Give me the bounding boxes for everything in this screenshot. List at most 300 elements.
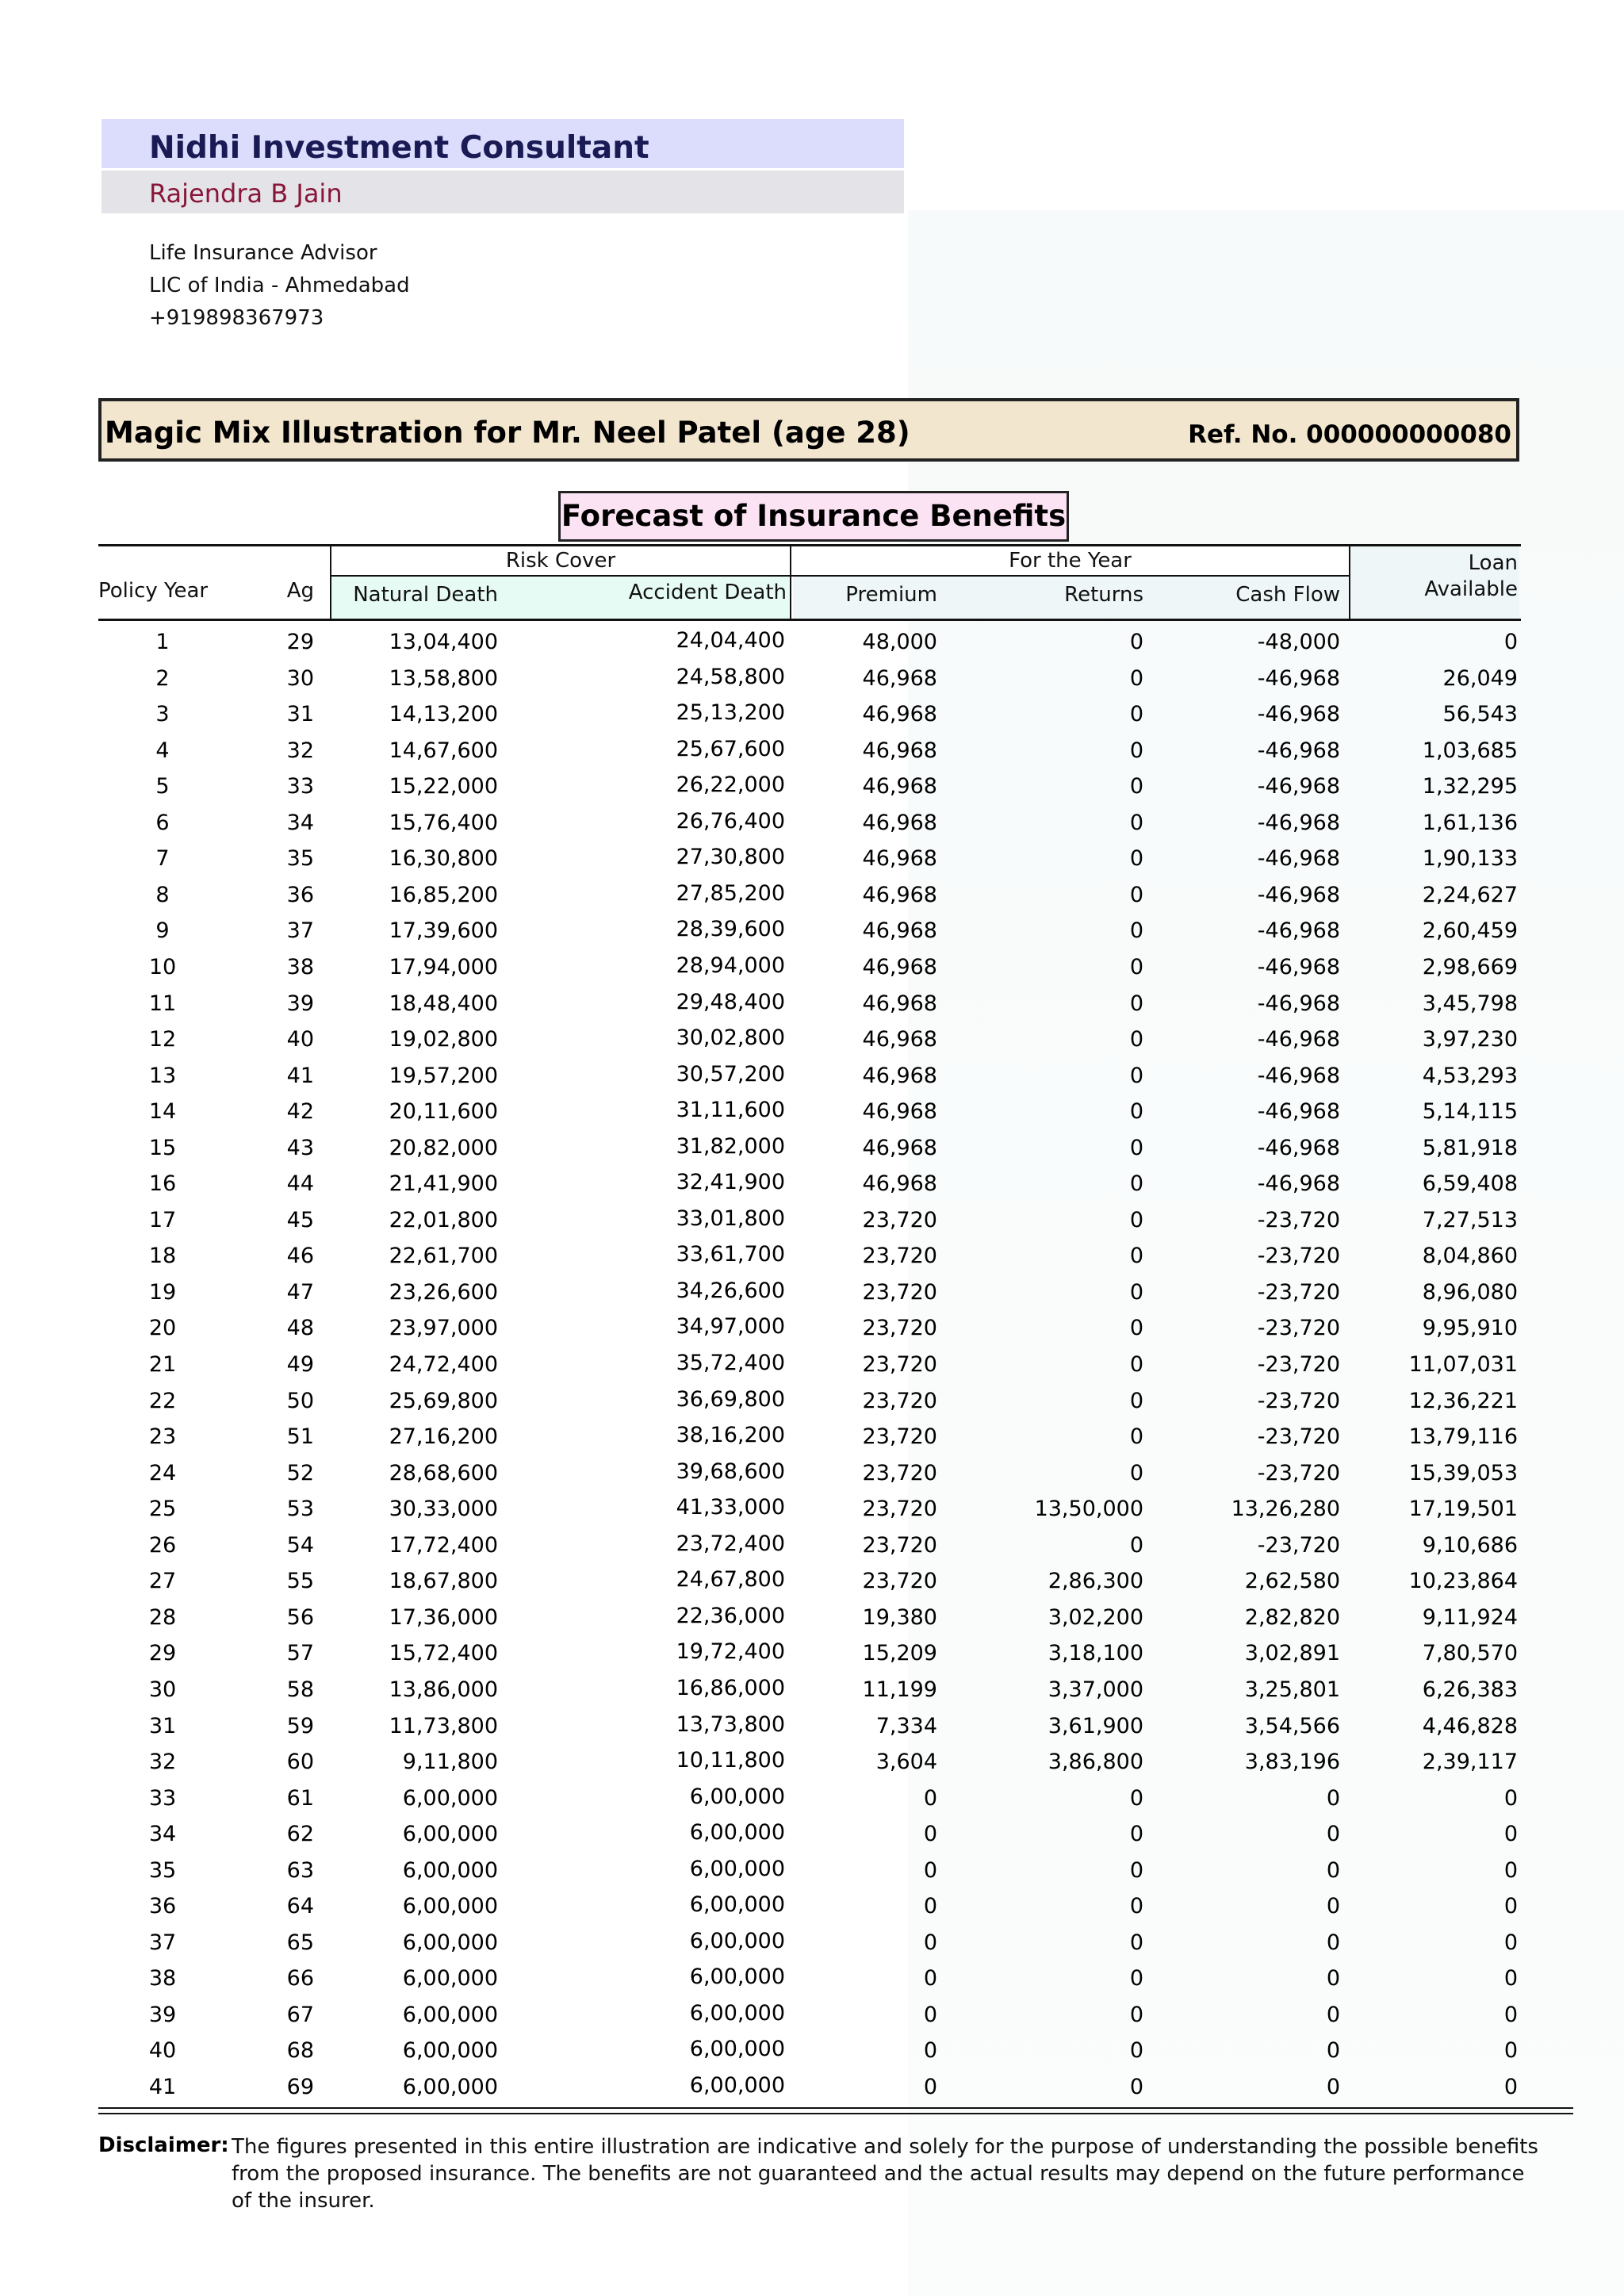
cell-age: 69 xyxy=(286,2075,314,2099)
cell-loan-available: 8,04,860 xyxy=(1422,1244,1518,1269)
table-row xyxy=(0,949,1624,985)
cell-premium: 46,968 xyxy=(862,774,937,799)
cell-accident-death: 30,57,200 xyxy=(676,1061,785,1087)
cell-premium: 23,720 xyxy=(862,1352,937,1377)
cell-natural-death: 17,36,000 xyxy=(389,1604,498,1630)
cell-cash-flow: -46,968 xyxy=(1257,738,1340,763)
cell-loan-available: 1,03,685 xyxy=(1422,738,1518,763)
cell-cash-flow: 2,62,580 xyxy=(1244,1569,1340,1594)
cell-loan-available: 0 xyxy=(1503,2075,1518,2099)
table-row xyxy=(0,1563,1624,1599)
cell-age: 63 xyxy=(286,1857,314,1883)
cell-returns: 0 xyxy=(1129,1352,1143,1377)
cell-returns: 0 xyxy=(1129,1135,1143,1160)
cell-policy-year: 25 xyxy=(148,1497,177,1522)
cell-accident-death: 28,94,000 xyxy=(676,953,785,978)
cell-natural-death: 23,97,000 xyxy=(389,1316,498,1341)
cell-loan-available: 0 xyxy=(1503,630,1518,654)
cell-age: 61 xyxy=(286,1785,314,1811)
cell-natural-death: 13,58,800 xyxy=(389,665,498,691)
cell-accident-death: 10,11,800 xyxy=(676,1748,785,1773)
cell-natural-death: 23,26,600 xyxy=(389,1279,498,1305)
cell-accident-death: 16,86,000 xyxy=(676,1675,785,1700)
header-bottom-rule xyxy=(98,619,1521,621)
illustration-title: Magic Mix Illustration for Mr. Neel Patel (age 28) xyxy=(105,416,910,450)
cell-age: 34 xyxy=(286,810,314,835)
cell-returns: 3,37,000 xyxy=(1048,1677,1143,1702)
cell-natural-death: 13,04,400 xyxy=(389,630,498,654)
cell-loan-available: 3,45,798 xyxy=(1422,991,1518,1016)
cell-accident-death: 27,85,200 xyxy=(676,880,785,906)
cell-natural-death: 17,72,400 xyxy=(389,1532,498,1558)
cell-natural-death: 17,94,000 xyxy=(389,954,498,979)
cell-loan-available: 9,11,924 xyxy=(1422,1604,1518,1630)
cell-age: 53 xyxy=(286,1497,314,1522)
table-row xyxy=(0,1925,1624,1961)
cell-accident-death: 30,02,800 xyxy=(676,1025,785,1051)
cell-natural-death: 14,67,600 xyxy=(389,738,498,763)
cell-natural-death: 6,00,000 xyxy=(402,1822,498,1847)
cell-age: 51 xyxy=(286,1424,314,1450)
cell-cash-flow: -46,968 xyxy=(1257,1063,1340,1088)
phone-number: +919898367973 xyxy=(149,306,324,330)
cell-cash-flow: -23,720 xyxy=(1257,1207,1340,1232)
cell-premium: 23,720 xyxy=(862,1424,937,1450)
table-row xyxy=(0,1274,1624,1310)
cell-natural-death: 6,00,000 xyxy=(402,1785,498,1811)
cell-loan-available: 1,90,133 xyxy=(1422,846,1518,872)
cell-premium: 23,720 xyxy=(862,1497,937,1522)
cell-premium: 19,380 xyxy=(862,1604,937,1630)
table-row xyxy=(0,1058,1624,1094)
cell-accident-death: 28,39,600 xyxy=(676,917,785,942)
cell-returns: 0 xyxy=(1129,2002,1143,2027)
cell-returns: 0 xyxy=(1129,846,1143,872)
cell-cash-flow: -46,968 xyxy=(1257,665,1340,691)
cell-natural-death: 6,00,000 xyxy=(402,2075,498,2099)
cell-natural-death: 30,33,000 xyxy=(389,1497,498,1522)
cell-premium: 23,720 xyxy=(862,1207,937,1232)
cell-cash-flow: -46,968 xyxy=(1257,1135,1340,1160)
cell-age: 35 xyxy=(286,846,314,872)
cell-age: 31 xyxy=(286,702,314,727)
table-row xyxy=(0,1997,1624,2033)
cell-policy-year: 1 xyxy=(155,630,170,654)
cell-policy-year: 41 xyxy=(148,2075,177,2099)
cell-age: 33 xyxy=(286,774,314,799)
company-name-banner xyxy=(102,119,904,168)
cell-premium: 0 xyxy=(923,1966,937,1991)
cell-cash-flow: 2,82,820 xyxy=(1244,1604,1340,1630)
cell-policy-year: 13 xyxy=(148,1063,177,1088)
table-row xyxy=(0,1202,1624,1238)
cell-premium: 0 xyxy=(923,1822,937,1847)
cell-premium: 48,000 xyxy=(862,630,937,654)
table-row xyxy=(0,877,1624,913)
cell-loan-available: 10,23,864 xyxy=(1408,1569,1518,1594)
cell-returns: 0 xyxy=(1129,1785,1143,1811)
cell-cash-flow: 0 xyxy=(1326,1966,1340,1991)
disclaimer-label: Disclaimer: xyxy=(98,2133,229,2157)
table-row xyxy=(0,1780,1624,1816)
cell-premium: 0 xyxy=(923,1857,937,1883)
cell-premium: 0 xyxy=(923,2002,937,2027)
table-row xyxy=(0,1130,1624,1166)
cell-natural-death: 16,30,800 xyxy=(389,846,498,872)
cell-loan-available: 11,07,031 xyxy=(1408,1352,1518,1377)
cell-age: 60 xyxy=(286,1750,314,1775)
cell-age: 58 xyxy=(286,1677,314,1702)
cell-loan-available: 7,80,570 xyxy=(1422,1641,1518,1666)
cell-policy-year: 22 xyxy=(148,1388,177,1413)
cell-loan-available: 1,61,136 xyxy=(1422,810,1518,835)
cell-policy-year: 36 xyxy=(148,1894,177,1919)
cell-loan-available: 7,27,513 xyxy=(1422,1207,1518,1232)
cell-policy-year: 2 xyxy=(155,665,170,691)
cell-natural-death: 24,72,400 xyxy=(389,1352,498,1377)
table-row xyxy=(0,913,1624,949)
cell-accident-death: 22,36,000 xyxy=(676,1603,785,1628)
cell-loan-available: 6,59,408 xyxy=(1422,1171,1518,1197)
cell-natural-death: 15,22,000 xyxy=(389,774,498,799)
illustration-title-bar xyxy=(98,398,1519,462)
cell-accident-death: 34,26,600 xyxy=(676,1278,785,1303)
cell-policy-year: 28 xyxy=(148,1604,177,1630)
cell-loan-available: 3,97,230 xyxy=(1422,1027,1518,1052)
table-row xyxy=(0,1816,1624,1852)
disclaimer-text: The figures presented in this entire illustration are indicative and solely for the purpose of understanding the possible benefits from the proposed insurance. The benefits are not guaranteed and the actual results may depend on the future performance of the insurer. xyxy=(232,2135,1538,2213)
cell-cash-flow: -46,968 xyxy=(1257,991,1340,1016)
cell-returns: 0 xyxy=(1129,2038,1143,2064)
cell-accident-death: 33,01,800 xyxy=(676,1205,785,1231)
cell-accident-death: 24,04,400 xyxy=(676,628,785,653)
cell-policy-year: 39 xyxy=(148,2002,177,2027)
cell-returns: 0 xyxy=(1129,1316,1143,1341)
cell-accident-death: 32,41,900 xyxy=(676,1170,785,1195)
cell-loan-available: 1,32,295 xyxy=(1422,774,1518,799)
cell-returns: 0 xyxy=(1129,1857,1143,1883)
cell-policy-year: 32 xyxy=(148,1750,177,1775)
cell-age: 59 xyxy=(286,1713,314,1738)
cell-cash-flow: 13,26,280 xyxy=(1231,1497,1340,1522)
cell-cash-flow: -23,720 xyxy=(1257,1352,1340,1377)
cell-accident-death: 38,16,200 xyxy=(676,1423,785,1448)
cell-premium: 23,720 xyxy=(862,1532,937,1558)
table-row xyxy=(0,661,1624,696)
cell-natural-death: 17,39,600 xyxy=(389,918,498,944)
col-policy-year: Policy Year xyxy=(98,579,209,603)
cell-returns: 3,61,900 xyxy=(1048,1713,1143,1738)
cell-natural-death: 6,00,000 xyxy=(402,1894,498,1919)
cell-age: 39 xyxy=(286,991,314,1016)
cell-premium: 46,968 xyxy=(862,991,937,1016)
cell-returns: 0 xyxy=(1129,1244,1143,1269)
table-footer-rule xyxy=(98,2107,1573,2109)
cell-natural-death: 22,61,700 xyxy=(389,1244,498,1269)
cell-premium: 46,968 xyxy=(862,1135,937,1160)
cell-policy-year: 40 xyxy=(148,2038,177,2064)
cell-policy-year: 33 xyxy=(148,1785,177,1811)
cell-accident-death: 33,61,700 xyxy=(676,1242,785,1267)
table-row xyxy=(0,805,1624,841)
table-row xyxy=(0,2033,1624,2068)
cell-natural-death: 9,11,800 xyxy=(402,1750,498,1775)
cell-policy-year: 19 xyxy=(148,1279,177,1305)
cell-cash-flow: 0 xyxy=(1326,1857,1340,1883)
cell-returns: 13,50,000 xyxy=(1034,1497,1143,1522)
cell-returns: 0 xyxy=(1129,918,1143,944)
cell-accident-death: 36,69,800 xyxy=(676,1386,785,1412)
cell-natural-death: 15,72,400 xyxy=(389,1641,498,1666)
table-row xyxy=(0,1527,1624,1563)
col-premium: Premium xyxy=(845,583,937,607)
cell-premium: 46,968 xyxy=(862,1027,937,1052)
table-row xyxy=(0,1455,1624,1491)
reference-number: Ref. No. 000000000080 xyxy=(1188,420,1511,449)
cell-accident-death: 6,00,000 xyxy=(689,2000,785,2026)
cell-cash-flow: 0 xyxy=(1326,1785,1340,1811)
cell-natural-death: 19,57,200 xyxy=(389,1063,498,1088)
cell-accident-death: 6,00,000 xyxy=(689,1820,785,1846)
cell-loan-available: 2,24,627 xyxy=(1422,882,1518,907)
cell-accident-death: 6,00,000 xyxy=(689,1928,785,1953)
cell-natural-death: 14,13,200 xyxy=(389,702,498,727)
cell-returns: 0 xyxy=(1129,1532,1143,1558)
cell-returns: 0 xyxy=(1129,702,1143,727)
cell-premium: 0 xyxy=(923,1930,937,1955)
cell-age: 65 xyxy=(286,1930,314,1955)
cell-cash-flow: -48,000 xyxy=(1257,630,1340,654)
cell-natural-death: 25,69,800 xyxy=(389,1388,498,1413)
cell-cash-flow: -23,720 xyxy=(1257,1244,1340,1269)
cell-policy-year: 21 xyxy=(148,1352,177,1377)
cell-policy-year: 35 xyxy=(148,1857,177,1883)
cell-age: 36 xyxy=(286,882,314,907)
col-accident-death: Accident Death xyxy=(628,581,787,604)
cell-age: 38 xyxy=(286,954,314,979)
cell-age: 44 xyxy=(286,1171,314,1197)
cell-cash-flow: -23,720 xyxy=(1257,1424,1340,1450)
cell-returns: 0 xyxy=(1129,1388,1143,1413)
cell-age: 52 xyxy=(286,1460,314,1485)
cell-natural-death: 15,76,400 xyxy=(389,810,498,835)
cell-policy-year: 29 xyxy=(148,1641,177,1666)
cell-policy-year: 31 xyxy=(148,1713,177,1738)
table-row xyxy=(0,1238,1624,1274)
cell-cash-flow: -46,968 xyxy=(1257,1099,1340,1125)
cell-loan-available: 15,39,053 xyxy=(1408,1460,1518,1485)
cell-natural-death: 28,68,600 xyxy=(389,1460,498,1485)
table-row xyxy=(0,1094,1624,1129)
table-row xyxy=(0,1022,1624,1057)
available-header: Available xyxy=(1424,577,1518,601)
cell-natural-death: 6,00,000 xyxy=(402,2002,498,2027)
cell-natural-death: 6,00,000 xyxy=(402,1966,498,1991)
cell-returns: 0 xyxy=(1129,1930,1143,1955)
cell-accident-death: 24,58,800 xyxy=(676,664,785,689)
cell-age: 67 xyxy=(286,2002,314,2027)
cell-policy-year: 12 xyxy=(148,1027,177,1052)
cell-cash-flow: -46,968 xyxy=(1257,702,1340,727)
table-row xyxy=(0,1600,1624,1635)
cell-loan-available: 8,96,080 xyxy=(1422,1279,1518,1305)
cell-cash-flow: -46,968 xyxy=(1257,810,1340,835)
cell-policy-year: 38 xyxy=(148,1966,177,1991)
cell-accident-death: 6,00,000 xyxy=(689,1856,785,1881)
table-row xyxy=(0,1310,1624,1346)
table-row xyxy=(0,733,1624,769)
cell-returns: 0 xyxy=(1129,1279,1143,1305)
cell-returns: 0 xyxy=(1129,1424,1143,1450)
cell-age: 64 xyxy=(286,1894,314,1919)
cell-returns: 0 xyxy=(1129,630,1143,654)
cell-loan-available: 0 xyxy=(1503,1857,1518,1883)
risk-cover-header: Risk Cover xyxy=(505,549,616,573)
cell-natural-death: 22,01,800 xyxy=(389,1207,498,1232)
cell-natural-death: 18,48,400 xyxy=(389,991,498,1016)
cell-returns: 0 xyxy=(1129,954,1143,979)
cell-policy-year: 37 xyxy=(148,1930,177,1955)
cell-cash-flow: -23,720 xyxy=(1257,1316,1340,1341)
cell-premium: 0 xyxy=(923,1894,937,1919)
section-title: Forecast of Insurance Benefits xyxy=(558,491,1069,542)
cell-age: 66 xyxy=(286,1966,314,1991)
cell-accident-death: 6,00,000 xyxy=(689,1964,785,1990)
cell-natural-death: 20,11,600 xyxy=(389,1099,498,1125)
cell-policy-year: 24 xyxy=(148,1460,177,1485)
cell-cash-flow: 3,83,196 xyxy=(1244,1750,1340,1775)
cell-accident-death: 19,72,400 xyxy=(676,1639,785,1665)
cell-returns: 0 xyxy=(1129,1822,1143,1847)
cell-age: 50 xyxy=(286,1388,314,1413)
cell-accident-death: 6,00,000 xyxy=(689,2037,785,2062)
cell-cash-flow: 0 xyxy=(1326,2002,1340,2027)
cell-premium: 23,720 xyxy=(862,1279,937,1305)
cell-policy-year: 16 xyxy=(148,1171,177,1197)
address-line: Life Insurance Advisor xyxy=(149,241,377,265)
table-row xyxy=(0,624,1624,660)
cell-returns: 0 xyxy=(1129,1099,1143,1125)
cell-returns: 0 xyxy=(1129,774,1143,799)
cell-loan-available: 17,19,501 xyxy=(1408,1497,1518,1522)
cell-premium: 15,209 xyxy=(862,1641,937,1666)
cell-returns: 3,18,100 xyxy=(1048,1641,1143,1666)
cell-natural-death: 6,00,000 xyxy=(402,1857,498,1883)
cell-natural-death: 11,73,800 xyxy=(389,1713,498,1738)
cell-loan-available: 2,98,669 xyxy=(1422,954,1518,979)
cell-cash-flow: 0 xyxy=(1326,1822,1340,1847)
cell-age: 41 xyxy=(286,1063,314,1088)
cell-accident-death: 34,97,000 xyxy=(676,1314,785,1340)
cell-policy-year: 20 xyxy=(148,1316,177,1341)
for-the-year-header: For the Year xyxy=(1009,549,1132,573)
cell-accident-death: 31,82,000 xyxy=(676,1133,785,1159)
cell-premium: 46,968 xyxy=(862,665,937,691)
cell-cash-flow: 0 xyxy=(1326,2075,1340,2099)
cell-premium: 46,968 xyxy=(862,954,937,979)
cell-policy-year: 11 xyxy=(148,991,177,1016)
cell-premium: 7,334 xyxy=(875,1713,937,1738)
cell-age: 37 xyxy=(286,918,314,944)
cell-premium: 3,604 xyxy=(875,1750,937,1775)
cell-accident-death: 6,00,000 xyxy=(689,1784,785,1809)
cell-loan-available: 2,60,459 xyxy=(1422,918,1518,944)
cell-premium: 0 xyxy=(923,2075,937,2099)
cell-cash-flow: -23,720 xyxy=(1257,1460,1340,1485)
cell-policy-year: 34 xyxy=(148,1822,177,1847)
cell-age: 47 xyxy=(286,1279,314,1305)
cell-accident-death: 25,13,200 xyxy=(676,700,785,726)
table-row xyxy=(0,1347,1624,1382)
table-footer-rule xyxy=(98,2113,1573,2114)
cell-cash-flow: -46,968 xyxy=(1257,1171,1340,1197)
cell-loan-available: 5,81,918 xyxy=(1422,1135,1518,1160)
cell-returns: 0 xyxy=(1129,738,1143,763)
cell-returns: 0 xyxy=(1129,2075,1143,2099)
cell-returns: 0 xyxy=(1129,1966,1143,1991)
cell-premium: 46,968 xyxy=(862,1171,937,1197)
table-row xyxy=(0,696,1624,732)
cell-cash-flow: -46,968 xyxy=(1257,774,1340,799)
cell-age: 42 xyxy=(286,1099,314,1125)
cell-age: 57 xyxy=(286,1641,314,1666)
cell-natural-death: 27,16,200 xyxy=(389,1424,498,1450)
cell-policy-year: 30 xyxy=(148,1677,177,1702)
table-row xyxy=(0,1419,1624,1455)
cell-loan-available: 5,14,115 xyxy=(1422,1099,1518,1125)
cell-returns: 0 xyxy=(1129,1063,1143,1088)
cell-age: 54 xyxy=(286,1532,314,1558)
cell-policy-year: 14 xyxy=(148,1099,177,1125)
cell-age: 45 xyxy=(286,1207,314,1232)
table-row xyxy=(0,1853,1624,1888)
agent-name-banner xyxy=(102,171,904,213)
cell-cash-flow: -46,968 xyxy=(1257,954,1340,979)
cell-policy-year: 23 xyxy=(148,1424,177,1450)
cell-premium: 0 xyxy=(923,2038,937,2064)
cell-cash-flow: -46,968 xyxy=(1257,846,1340,872)
table-row xyxy=(0,1744,1624,1780)
cell-policy-year: 6 xyxy=(155,810,170,835)
table-row xyxy=(0,1961,1624,1996)
cell-cash-flow: -46,968 xyxy=(1257,1027,1340,1052)
cell-premium: 46,968 xyxy=(862,702,937,727)
cell-accident-death: 24,67,800 xyxy=(676,1567,785,1593)
cell-returns: 0 xyxy=(1129,1207,1143,1232)
cell-age: 43 xyxy=(286,1135,314,1160)
cell-policy-year: 18 xyxy=(148,1244,177,1269)
cell-age: 56 xyxy=(286,1604,314,1630)
cell-age: 40 xyxy=(286,1027,314,1052)
cell-premium: 46,968 xyxy=(862,1063,937,1088)
cell-age: 68 xyxy=(286,2038,314,2064)
cell-accident-death: 35,72,400 xyxy=(676,1351,785,1375)
cell-accident-death: 31,11,600 xyxy=(676,1098,785,1123)
cell-premium: 46,968 xyxy=(862,738,937,763)
cell-policy-year: 15 xyxy=(148,1135,177,1160)
cell-accident-death: 41,33,000 xyxy=(676,1495,785,1520)
cell-accident-death: 13,73,800 xyxy=(676,1711,785,1737)
cell-premium: 46,968 xyxy=(862,846,937,872)
cell-returns: 0 xyxy=(1129,1894,1143,1919)
cell-premium: 46,968 xyxy=(862,1099,937,1125)
cell-loan-available: 0 xyxy=(1503,1785,1518,1811)
cell-policy-year: 27 xyxy=(148,1569,177,1594)
cell-age: 30 xyxy=(286,665,314,691)
cell-returns: 0 xyxy=(1129,882,1143,907)
col-cash-flow: Cash Flow xyxy=(1235,583,1340,607)
cell-natural-death: 18,67,800 xyxy=(389,1569,498,1594)
